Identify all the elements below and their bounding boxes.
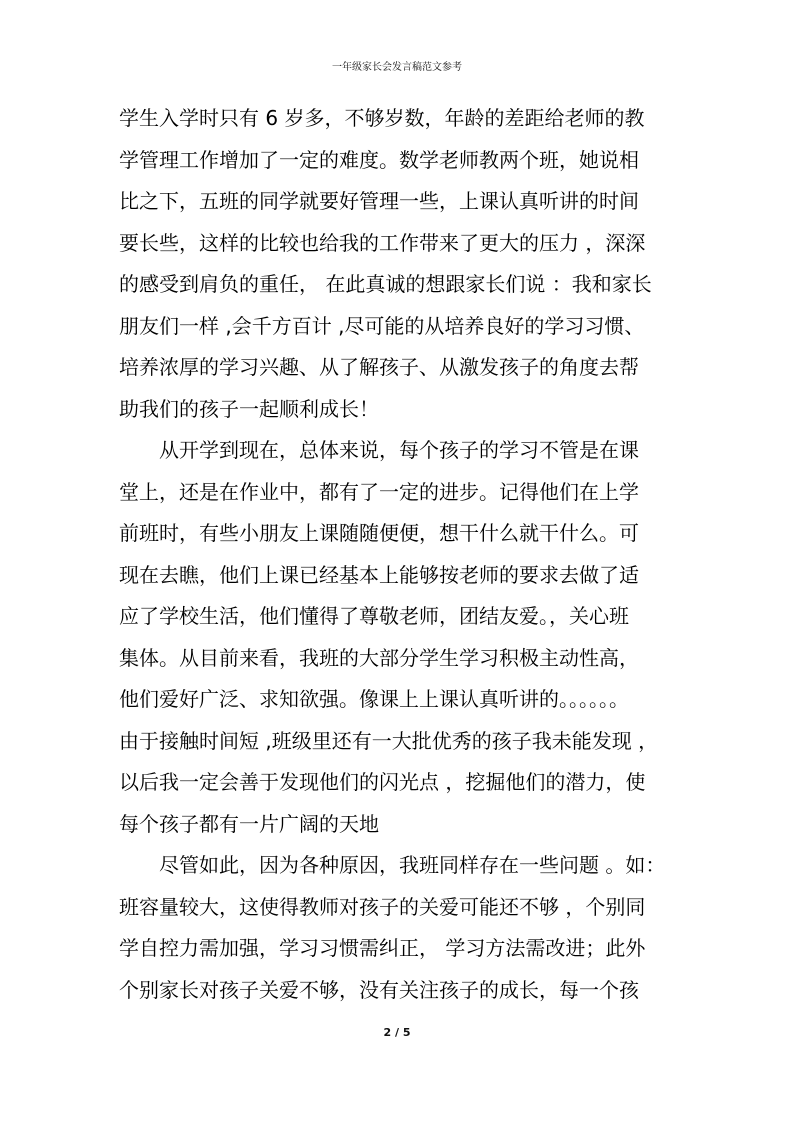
body-line: 要长些，这样的比较也给我的工作带来了更大的压力 ，深深 (119, 230, 646, 255)
body-line: 以后我一定会善于发现他们的闪光点 ，挖掘他们的潜力，使 (119, 770, 646, 794)
body-line: 堂上，还是在作业中，都有了一定的进步。记得他们在上学 (119, 479, 639, 504)
body-line: 他们爱好广泛、求知欲强。像课上上课认真听讲的。。。。。。 (119, 687, 629, 711)
page-header-title: 一年级家长会发言稿范文参考 (332, 62, 462, 73)
document-body (119, 98, 689, 1011)
body-line: 现在去瞧，他们上课已经基本上能够按老师的要求去做了适 (119, 562, 639, 587)
body-line: 助我们的孩子一起顺利成长！ (119, 396, 379, 421)
body-line: 班容量较大，这使得教师对孩子的关爱可能还不够 ，个别同 (119, 894, 646, 919)
body-line: 学管理工作增加了一定的难度。数学老师教两个班，她说相 (119, 147, 639, 172)
body-line: 从开学到现在，总体来说，每个孩子的学习不管是在课 (119, 438, 639, 462)
body-line: 个别家长对孩子关爱不够，没有关注孩子的成长，每一个孩 (119, 977, 639, 1002)
body-line: 每个孩子都有一片广阔的天地 (119, 811, 379, 836)
body-line: 集体。从目前来看，我班的大部分学生学习积极主动性高， (119, 645, 639, 670)
body-line: 学自控力需加强，学习习惯需纠正， 学习方法需改进；此外 (119, 936, 646, 960)
body-line: 的感受到肩负的重任， 在此真诚的想跟家长们说 ：我和家长 (119, 272, 652, 296)
body-line: 朋友们一样 ,会千方百计 ,尽可能的从培养良好的学习习惯、 (119, 313, 645, 338)
page-number: 2 / 5 (383, 1026, 411, 1039)
body-line: 比之下，五班的同学就要好管理一些，上课认真听讲的时间 (119, 189, 639, 213)
body-line: 前班时，有些小朋友上课随随便便，想干什么就干什么。可 (119, 521, 639, 545)
body-line: 学生入学时只有 6 岁多，不够岁数，年龄的差距给老师的教 (119, 106, 645, 130)
body-line: 应了学校生活，他们懂得了尊敬老师，团结友爱。，关心班 (119, 604, 629, 628)
body-line: 由于接触时间短 ,班级里还有一大批优秀的孩子我未能发现 ， (119, 728, 659, 753)
body-line: 培养浓厚的学习兴趣、从了解孩子、从激发孩子的角度去帮 (119, 355, 639, 379)
body-line: 尽管如此，因为各种原因，我班同样存在一些问题 。如： (119, 853, 666, 877)
